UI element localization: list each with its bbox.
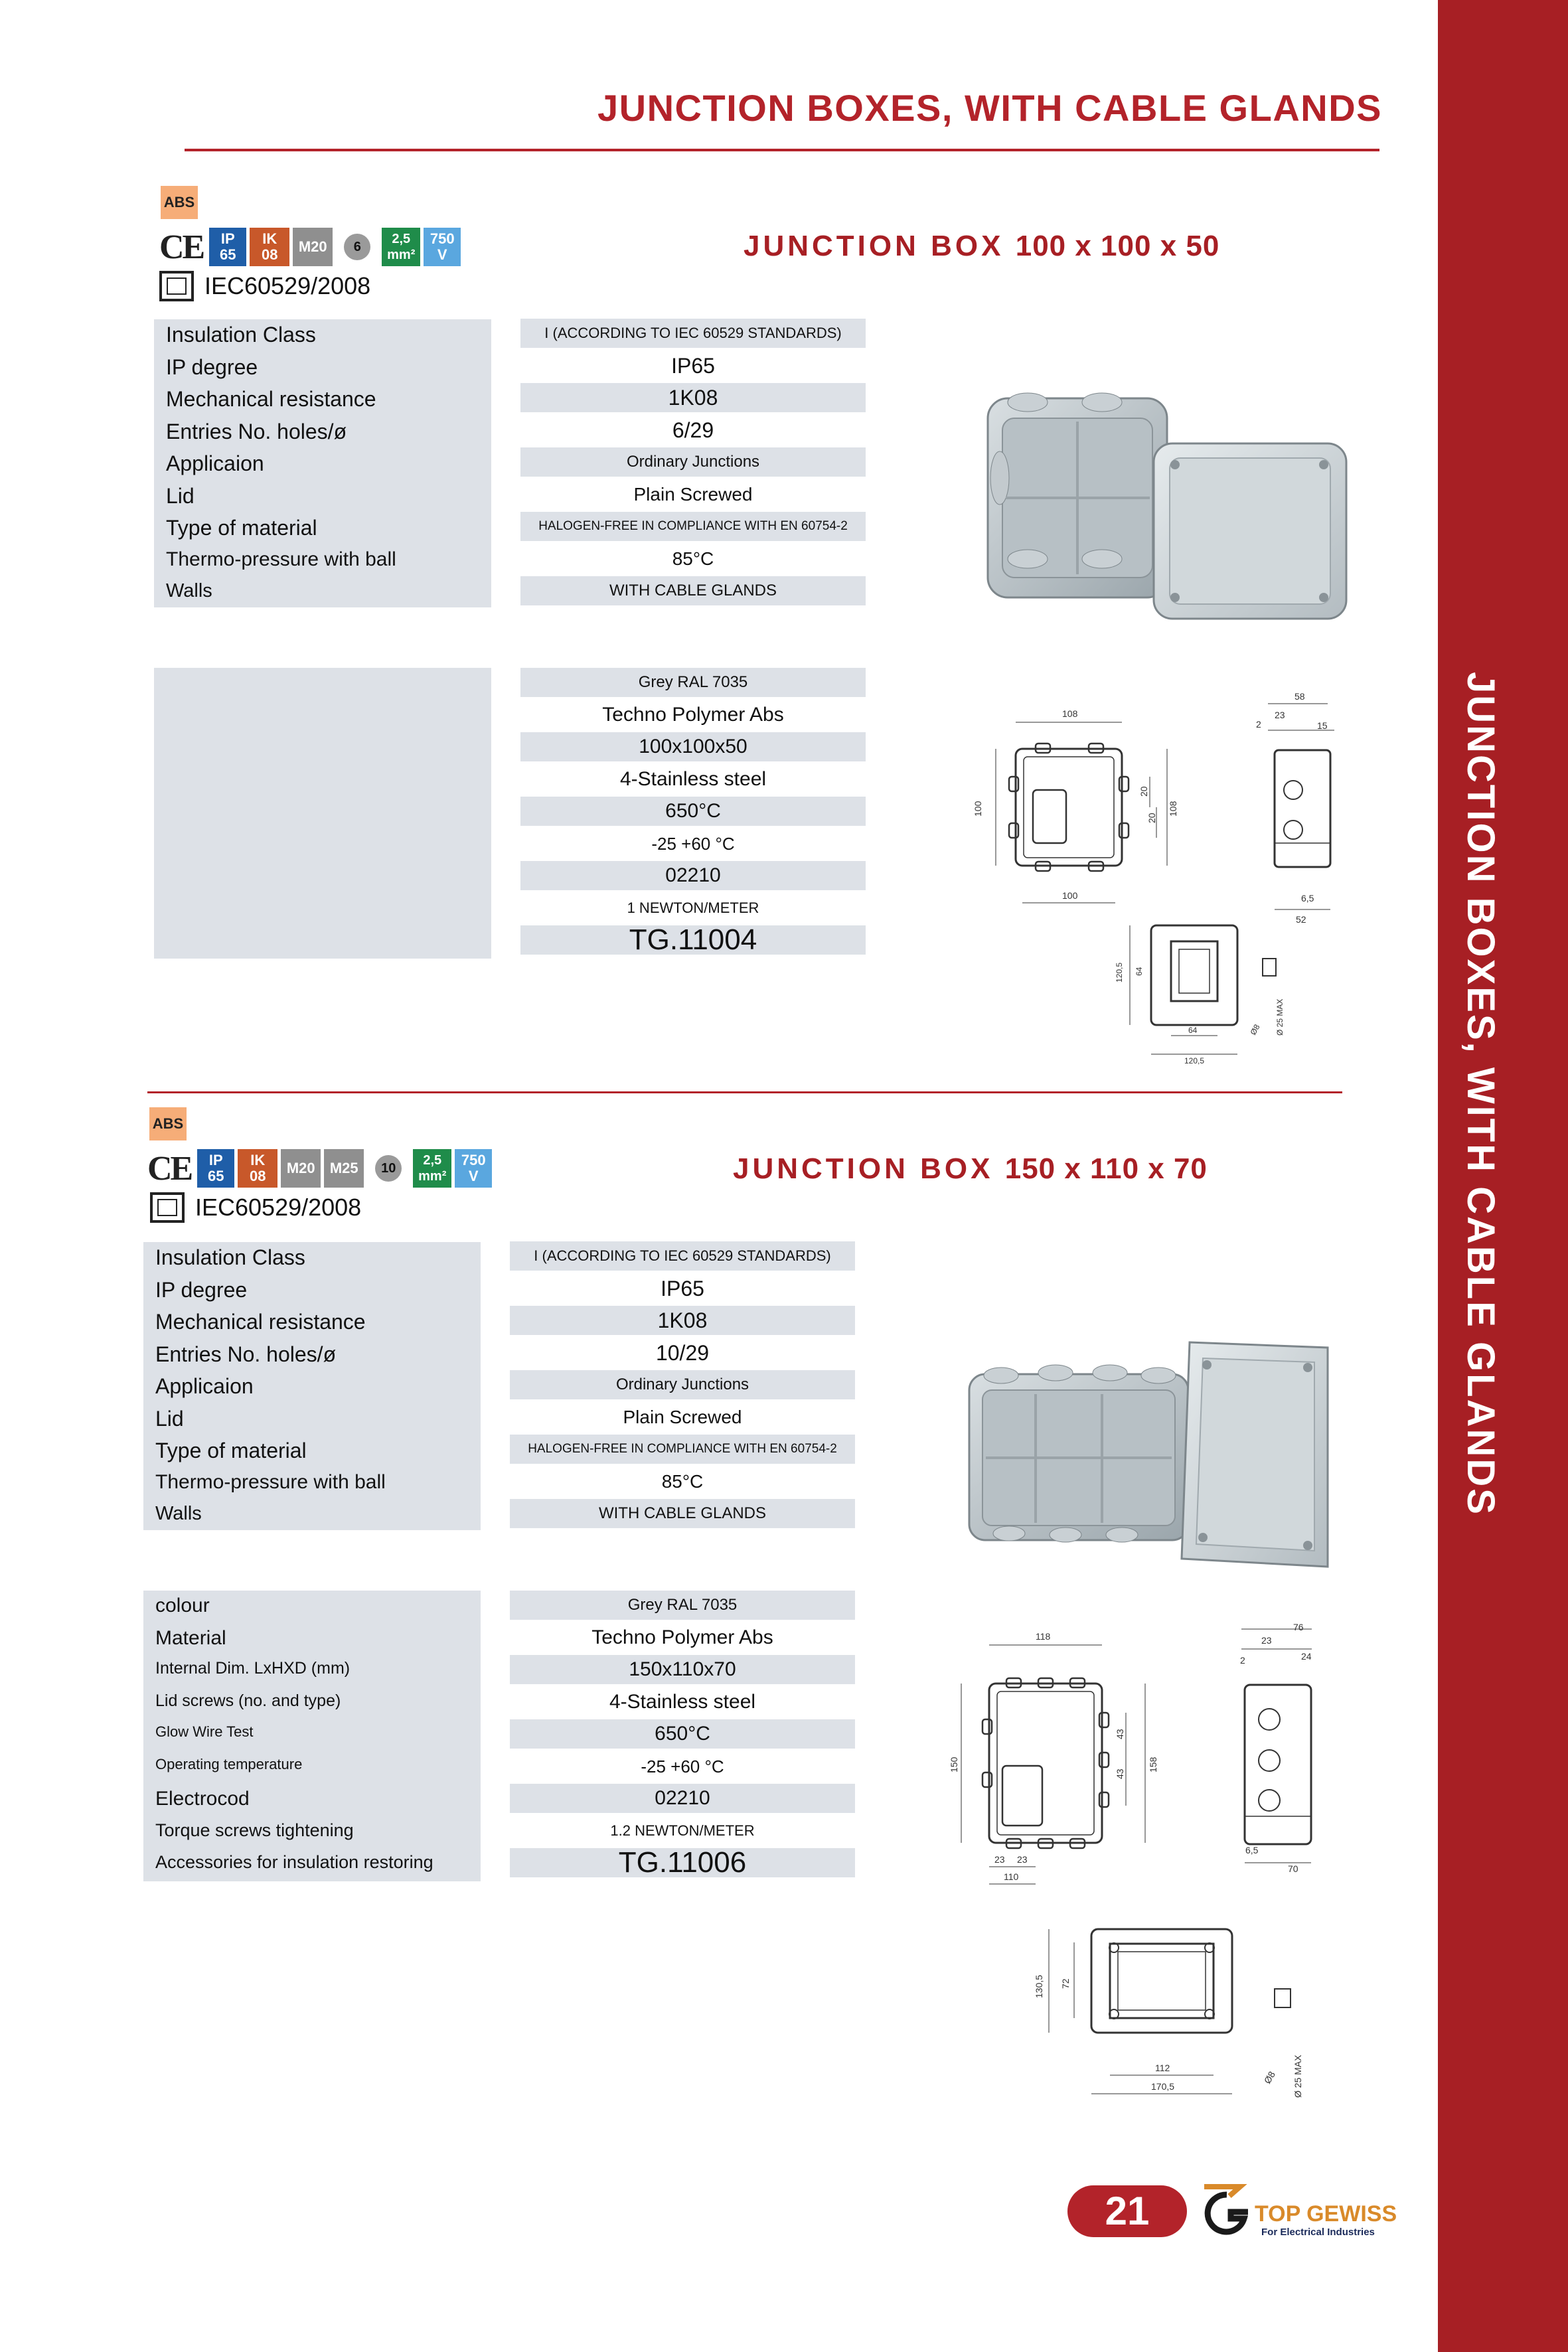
dim-right-b: 20 bbox=[1146, 813, 1157, 823]
dim-side-a: 23 bbox=[1275, 710, 1285, 720]
detail-value: 1.2 NEWTON/METER bbox=[610, 1822, 755, 1839]
detail-value: 1 NEWTON/METER bbox=[627, 899, 759, 916]
dim-lid-h2: 64 bbox=[1135, 967, 1144, 976]
detail-value: Techno Polymer Abs bbox=[602, 703, 784, 726]
dim-lid-h2: 72 bbox=[1060, 1978, 1071, 1989]
detail-value: TG.11006 bbox=[510, 1848, 855, 1877]
detail-label: colour bbox=[155, 1595, 210, 1616]
dim-left-height: 150 bbox=[949, 1757, 959, 1772]
section-divider bbox=[147, 1091, 1342, 1093]
dim-lid-w2: 120,5 bbox=[1184, 1056, 1205, 1065]
detail-label: Electrocod bbox=[155, 1788, 250, 1810]
dim-right-a: 20 bbox=[1138, 786, 1149, 797]
certification-icons bbox=[159, 227, 461, 267]
dim-bottom-b: 23 bbox=[1017, 1854, 1028, 1865]
certification-icons bbox=[147, 1148, 492, 1188]
dim-bottom-width: 100 bbox=[1062, 890, 1078, 901]
detail-value: 150x110x70 bbox=[510, 1655, 855, 1684]
iec-standard bbox=[150, 1192, 361, 1223]
detail-label: Torque screws tightening bbox=[155, 1820, 354, 1840]
double-insulation-icon bbox=[159, 271, 194, 301]
dim-right-b: 43 bbox=[1115, 1768, 1125, 1779]
iec-standard-text: IEC60529/2008 bbox=[204, 272, 371, 299]
dim-right-a: 43 bbox=[1115, 1729, 1125, 1739]
double-insulation-icon bbox=[150, 1192, 185, 1223]
dim-bottom-a: 23 bbox=[994, 1854, 1005, 1865]
dim-lid-h1: 130,5 bbox=[1034, 1974, 1044, 1998]
dim-right-height: 108 bbox=[1168, 801, 1178, 817]
gland-size-icon-2: M25 bbox=[324, 1149, 364, 1188]
page-number: 21 bbox=[1067, 2185, 1187, 2237]
brand-tagline: For Electrical Industries bbox=[1261, 2227, 1375, 2238]
top-gewiss-logo-icon bbox=[1200, 2181, 1253, 2245]
box-title: JUNCTION BOX 100 x 100 x 50 bbox=[744, 230, 1220, 262]
dim-lid-w1: 112 bbox=[1155, 2063, 1170, 2073]
spec-label: Insulation Class bbox=[155, 1245, 305, 1269]
wire-section-icon: 2,5 mm² bbox=[382, 228, 420, 266]
dim-side-a: 23 bbox=[1261, 1635, 1272, 1646]
detail-value: 02210 bbox=[520, 861, 866, 890]
spec-label: Applicaion bbox=[155, 1374, 254, 1398]
detail-value: 02210 bbox=[510, 1784, 855, 1813]
dim-lid-w2: 170,5 bbox=[1151, 2081, 1175, 2092]
dim-lid-w1: 64 bbox=[1188, 1026, 1198, 1035]
dim-lid-h1: 120,5 bbox=[1115, 962, 1124, 982]
dim-gland2: Ø8 bbox=[1261, 2069, 1277, 2086]
spec-value: 85°C bbox=[672, 548, 714, 569]
detail-label-panel bbox=[154, 668, 491, 959]
technical-drawing-100 bbox=[956, 690, 1354, 1075]
detail-value: -25 +60 °C bbox=[651, 833, 735, 854]
spec-value: 1K08 bbox=[520, 383, 866, 412]
spec-label: Insulation Class bbox=[166, 323, 316, 347]
spec-value: I (ACCORDING TO IEC 60529 STANDARDS) bbox=[520, 319, 866, 348]
dim-side-d: 6,5 bbox=[1301, 893, 1314, 903]
detail-label: Lid screws (no. and type) bbox=[155, 1691, 341, 1710]
spec-label: Lid bbox=[166, 483, 195, 508]
detail-label: Material bbox=[155, 1626, 226, 1649]
gland-size-icon: M20 bbox=[281, 1149, 321, 1188]
spec-label: IP degree bbox=[166, 354, 258, 379]
spec-label: Entries No. holes/ø bbox=[155, 1342, 337, 1366]
dim-side-b: 15 bbox=[1317, 720, 1328, 731]
detail-value: 4-Stainless steel bbox=[619, 767, 767, 790]
junction-box-100-photo bbox=[976, 372, 1348, 624]
dim-top-width: 118 bbox=[1036, 1631, 1051, 1642]
title-divider bbox=[185, 149, 1379, 151]
ip-rating-icon: IP 65 bbox=[209, 228, 246, 266]
spec-label: Lid bbox=[155, 1406, 184, 1431]
ip-rating-icon: IP 65 bbox=[197, 1149, 234, 1188]
spec-label: Applicaion bbox=[166, 451, 264, 475]
spec-label: Walls bbox=[155, 1503, 202, 1524]
detail-label: Internal Dim. LxHXD (mm) bbox=[155, 1659, 351, 1678]
detail-value: 4-Stainless steel bbox=[609, 1690, 756, 1713]
spec-label: Walls bbox=[166, 580, 212, 601]
dim-side-e: 52 bbox=[1296, 914, 1306, 925]
dim-side-b: 24 bbox=[1301, 1651, 1312, 1662]
detail-value: Techno Polymer Abs bbox=[591, 1626, 773, 1648]
spec-value: 85°C bbox=[661, 1470, 704, 1492]
spec-label: Mechanical resistance bbox=[155, 1310, 366, 1334]
gland-size-icon: M20 bbox=[293, 228, 333, 266]
detail-label: Accessories for insulation restoring bbox=[155, 1852, 433, 1872]
spec-value: Plain Screwed bbox=[633, 483, 753, 505]
holes-count-icon: 6 bbox=[336, 228, 378, 266]
spec-label: Thermo-pressure with ball bbox=[166, 548, 396, 570]
dim-bottom-width: 110 bbox=[1004, 1871, 1019, 1882]
spec-value: Plain Screwed bbox=[623, 1406, 742, 1427]
material-badge: ABS bbox=[149, 1107, 187, 1140]
spec-label: Thermo-pressure with ball bbox=[155, 1470, 386, 1493]
ce-mark-icon: CE bbox=[159, 228, 204, 266]
detail-value: Grey RAL 7035 bbox=[510, 1591, 855, 1620]
voltage-icon: 750 V bbox=[424, 228, 461, 266]
detail-value: 650°C bbox=[510, 1719, 855, 1749]
material-badge: ABS bbox=[161, 186, 198, 219]
spec-label: Type of material bbox=[155, 1439, 307, 1462]
voltage-icon: 750 V bbox=[455, 1149, 492, 1188]
spec-value: 10/29 bbox=[655, 1340, 710, 1365]
detail-value: Grey RAL 7035 bbox=[520, 668, 866, 697]
dim-gland2: Ø8 bbox=[1248, 1022, 1262, 1037]
dim-side-c: 2 bbox=[1256, 719, 1261, 730]
iec-standard-text: IEC60529/2008 bbox=[195, 1194, 362, 1221]
spec-value: 6/29 bbox=[672, 418, 714, 442]
dim-side-top: 58 bbox=[1294, 691, 1305, 702]
spec-value: WITH CABLE GLANDS bbox=[510, 1499, 855, 1528]
spec-value: HALOGEN-FREE IN COMPLIANCE WITH EN 60754-2 bbox=[520, 512, 866, 541]
dim-left-height: 100 bbox=[973, 801, 983, 817]
detail-value: 100x100x50 bbox=[520, 732, 866, 761]
box-title: JUNCTION BOX 150 x 110 x 70 bbox=[733, 1152, 1208, 1185]
spec-value: WITH CABLE GLANDS bbox=[520, 576, 866, 605]
detail-value: -25 +60 °C bbox=[641, 1756, 724, 1776]
spec-label: Mechanical resistance bbox=[166, 387, 376, 411]
junction-box-150-photo bbox=[956, 1334, 1354, 1580]
spec-value: I (ACCORDING TO IEC 60529 STANDARDS) bbox=[510, 1241, 855, 1271]
detail-value: TG.11004 bbox=[520, 925, 866, 955]
spec-value: HALOGEN-FREE IN COMPLIANCE WITH EN 60754-2 bbox=[510, 1435, 855, 1464]
dim-top-width: 108 bbox=[1062, 708, 1078, 719]
spec-value: IP65 bbox=[661, 1276, 704, 1300]
dim-side-top: 76 bbox=[1293, 1622, 1304, 1632]
sidebar-title: JUNCTION BOXES, WITH CABLE GLANDS bbox=[1459, 672, 1502, 1516]
dim-side-c: 2 bbox=[1240, 1655, 1245, 1666]
spec-value: IP65 bbox=[671, 353, 715, 378]
detail-value: 650°C bbox=[520, 797, 866, 826]
dim-side-e: 70 bbox=[1288, 1863, 1298, 1874]
spec-label: IP degree bbox=[155, 1277, 248, 1302]
ce-mark-icon: CE bbox=[147, 1149, 192, 1188]
dim-gland: Ø 25 MAX bbox=[1293, 2055, 1303, 2098]
technical-drawing-150 bbox=[943, 1620, 1341, 2138]
iec-standard bbox=[159, 271, 370, 301]
spec-value: Ordinary Junctions bbox=[510, 1370, 855, 1399]
spec-value: 1K08 bbox=[510, 1306, 855, 1335]
ik-rating-icon: IK 08 bbox=[250, 228, 289, 266]
dim-gland: Ø 25 MAX bbox=[1275, 998, 1285, 1036]
dim-right-height: 158 bbox=[1148, 1757, 1158, 1772]
detail-label: Glow Wire Test bbox=[155, 1723, 254, 1740]
ik-rating-icon: IK 08 bbox=[238, 1149, 277, 1188]
holes-count-icon: 10 bbox=[367, 1149, 410, 1188]
detail-label: Operating temperature bbox=[155, 1755, 303, 1772]
spec-label: Entries No. holes/ø bbox=[166, 419, 347, 443]
brand-name: TOP GEWISS bbox=[1255, 2201, 1397, 2227]
dim-side-d: 6,5 bbox=[1245, 1845, 1259, 1855]
wire-section-icon: 2,5 mm² bbox=[413, 1149, 451, 1188]
spec-label: Type of material bbox=[166, 516, 317, 540]
page-title: JUNCTION BOXES, WITH CABLE GLANDS bbox=[597, 87, 1382, 129]
sidebar-band bbox=[1438, 0, 1568, 2352]
spec-value: Ordinary Junctions bbox=[520, 447, 866, 477]
